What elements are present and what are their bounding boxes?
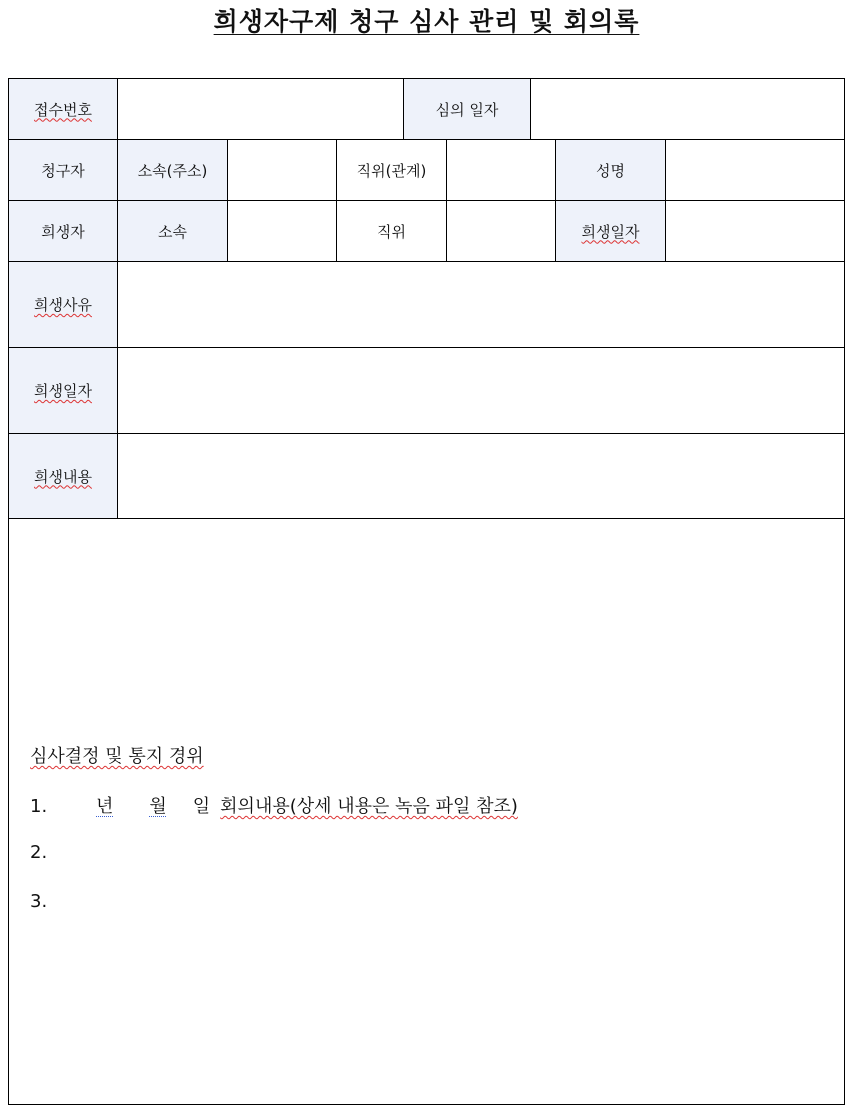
content-label: 희생내용 [8, 433, 118, 519]
review-date-label: 심의 일자 [403, 78, 531, 140]
victim-date-label: 희생일자 [555, 200, 666, 262]
claimant-affiliation-field[interactable] [227, 139, 337, 201]
victim-position-field[interactable] [446, 200, 556, 262]
day-label: 일 [192, 796, 211, 817]
item-number: 1. [30, 796, 48, 817]
receipt-no-label: 접수번호 [8, 78, 118, 140]
year-label: 년 [96, 796, 114, 817]
sacrifice-date-label: 희생일자 [8, 347, 118, 434]
receipt-no-field[interactable] [117, 78, 404, 140]
reason-label: 희생사유 [8, 261, 118, 348]
claimant-position-field[interactable] [446, 139, 556, 201]
item-number: 2. [30, 842, 48, 863]
victim-date-field[interactable] [665, 200, 845, 262]
decision-heading-text: 심사결정 및 통지 경위 [30, 746, 204, 767]
claimant-position-label: 직위(관계) [336, 139, 447, 201]
victim-position-label: 직위 [336, 200, 447, 262]
decision-item-2 [30, 842, 96, 863]
decision-item-3 [30, 891, 96, 912]
review-date-field[interactable] [530, 78, 845, 140]
page-title: 희생자구제 청구 심사 관리 및 회의록 [213, 7, 640, 36]
reason-field[interactable] [117, 261, 845, 348]
month-label: 월 [149, 796, 167, 817]
victim-affiliation-label: 소속 [117, 200, 228, 262]
claimant-affiliation-label: 소속(주소) [117, 139, 228, 201]
victim-label: 희생자 [8, 200, 118, 262]
content-field[interactable] [117, 433, 845, 519]
meeting-note-text: 회의내용(상세 내용은 녹음 파일 참조) [220, 796, 518, 817]
claimant-name-field[interactable] [665, 139, 845, 201]
sacrifice-date-field[interactable] [117, 347, 845, 434]
item-number: 3. [30, 891, 48, 912]
claimant-name-label: 성명 [555, 139, 666, 201]
victim-affiliation-field[interactable] [227, 200, 337, 262]
claimant-label: 청구자 [8, 139, 118, 201]
decision-heading [30, 742, 204, 768]
decision-item-1 [30, 792, 518, 818]
